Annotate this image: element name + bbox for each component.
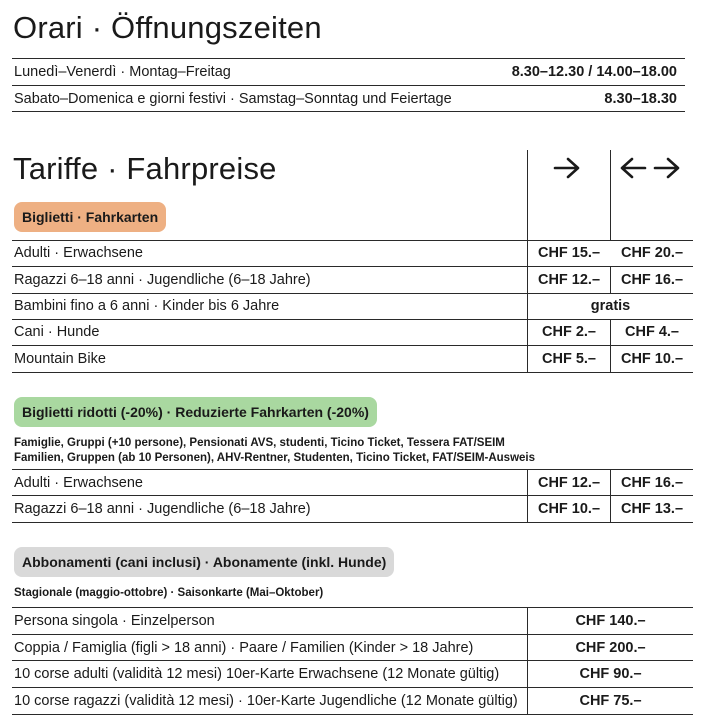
reduced-note-de: Familien, Gruppen (ab 10 Personen), AHV-Rentner, Studenten, Ticino Ticket, FAT/SEIM-Ausweis [14,452,536,464]
divider [12,293,693,294]
column-divider [610,150,611,240]
ticket-free-price: gratis [590,298,631,314]
ticket-return-price: CHF 16.– [620,272,684,288]
ticket-row-label: Mountain Bike [14,351,106,367]
reduced-single-price: CHF 10.– [537,501,601,517]
reduced-note-it: Famiglie, Gruppi (+10 persone), Pensionati AVS, studenti, Ticino Ticket, Tessera FAT/SEIM [14,437,505,449]
subscription-price: CHF 90.– [579,666,642,682]
subscription-row-label: 10 corse ragazzi (validità 12 mesi) · 10er-Karte Jugendliche (12 Monate gültig) [14,693,518,709]
ticket-single-price: CHF 12.– [537,272,601,288]
reduced-return-price: CHF 16.– [620,475,684,491]
ticket-return-price: CHF 4.– [625,324,679,340]
subscription-price: CHF 140.– [575,613,646,629]
subscription-price: CHF 200.– [575,640,646,656]
subscription-row-label: 10 corse adulti (validità 12 mesi) 10er-Karte Erwachsene (12 Monate gültig) [14,666,500,682]
hours-row-label: Sabato–Domenica e giorni festivi · Samstag–Sonntag und Feiertage [14,91,452,107]
subscription-row-label: Persona singola · Einzelperson [14,613,215,629]
divider [12,469,693,470]
tickets-badge: Biglietti · Fahrkarten [14,202,166,232]
hours-row-value: 8.30–18.30 [604,91,677,107]
divider [12,372,693,373]
ticket-single-price: CHF 5.– [542,351,596,367]
reduced-return-price: CHF 13.– [620,501,684,517]
divider [12,266,693,267]
divider [12,319,693,320]
divider [12,660,693,661]
divider [12,111,685,112]
subscriptions-note: Stagionale (maggio-ottobre) · Saisonkarte (Mai–Oktober) [14,587,324,599]
subscriptions-badge: Abbonamenti (cani inclusi) · Abonamente (inkl. Hunde) [14,547,394,577]
ticket-row-label: Cani · Hunde [14,324,100,340]
reduced-single-price: CHF 12.– [537,475,601,491]
arrow-left-right-icon [618,156,684,180]
fares-title: Tariffe · Fahrpreise [13,151,277,186]
arrow-right-icon [552,156,582,180]
divider [12,607,693,608]
divider [12,495,693,496]
ticket-single-price: CHF 2.– [542,324,596,340]
reduced-badge: Biglietti ridotti (-20%) · Reduzierte Fahrkarten (-20%) [14,397,377,427]
subscription-row-label: Coppia / Famiglia (figli > 18 anni) · Paare / Familien (Kinder > 18 Jahre) [14,640,474,656]
divider [12,85,685,86]
divider [12,634,693,635]
hours-row-value: 8.30–12.30 / 14.00–18.00 [511,64,677,80]
divider [12,240,693,241]
ticket-return-price: CHF 20.– [620,245,684,261]
divider [12,345,693,346]
ticket-return-price: CHF 10.– [620,351,684,367]
ticket-single-price: CHF 15.– [537,245,601,261]
ticket-row-label: Ragazzi 6–18 anni · Jugendliche (6–18 Jahre) [14,272,311,288]
divider [12,522,693,523]
reduced-row-label: Ragazzi 6–18 anni · Jugendliche (6–18 Jahre) [14,501,311,517]
ticket-row-label: Bambini fino a 6 anni · Kinder bis 6 Jahre [14,298,280,314]
hours-title: Orari · Öffnungszeiten [13,10,322,45]
ticket-row-label: Adulti · Erwachsene [14,245,143,261]
divider [12,714,693,715]
subscription-price: CHF 75.– [579,693,642,709]
reduced-row-label: Adulti · Erwachsene [14,475,143,491]
divider [12,58,685,59]
divider [12,687,693,688]
hours-row-label: Lunedì–Venerdì · Montag–Freitag [14,64,231,80]
